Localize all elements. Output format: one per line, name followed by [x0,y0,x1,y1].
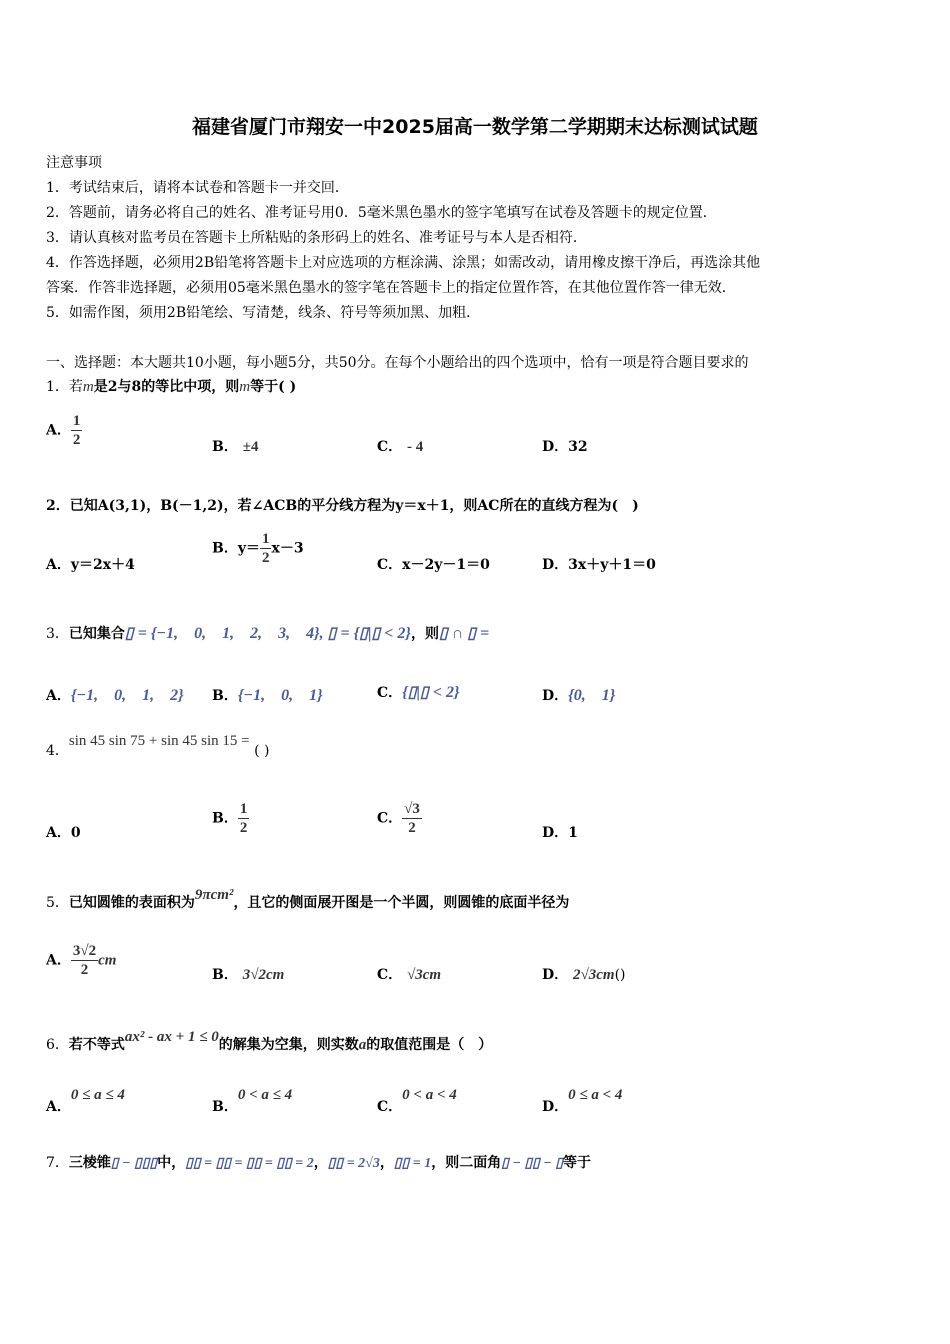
q4-option-d[interactable]: D．1 [542,825,578,841]
question-5: 5．已知圆锥的表面积为9πcm²，且它的侧面展开图是一个半圆，则圆锥的底面半径为 [46,887,570,911]
notice-item-1: 1．考试结束后，请将本试卷和答题卡一并交回． [46,180,349,196]
q3-option-c[interactable]: C．{▯|▯ < 2} [377,684,460,701]
q6-option-d[interactable]: D．0 ≤ a < 4 [542,1087,623,1115]
section-heading: 一、选择题：本大题共10小题，每小题5分，共50分。在每个小题给出的四个选项中，恰有一项是符合题目要求的 [46,355,749,371]
page-title: 福建省厦门市翔安一中2025届高一数学第二学期期末达标测试试题 [192,116,758,138]
q5-option-d[interactable]: D． 2√3cm() [542,967,626,983]
notice-heading: 注意事项 [46,155,102,171]
q5-option-c[interactable]: C． √3cm [377,967,442,983]
q3-option-d[interactable]: D．{0, 1} [542,687,616,704]
question-6: 6．若不等式ax² - ax + 1 ≤ 0的解集为空集，则实数a的取值范围是（ ） [46,1029,493,1053]
question-1: 1．若m是2与8的等比中项，则m等于( ) [46,379,297,395]
q1-option-b[interactable]: B． ±4 [212,439,259,455]
q6-option-b[interactable]: B．0 < a ≤ 4 [212,1087,293,1115]
notice-item-2: 2．答题前，请务必将自己的姓名、准考证号用0．5毫米黑色墨水的签字笔填写在试卷及答题卡的规定位置． [46,205,717,221]
q3-option-a[interactable]: A．{−1, 0, 1, 2} [46,687,184,704]
q6-option-c[interactable]: C．0 < a < 4 [377,1087,457,1115]
q1-option-d[interactable]: D．32 [542,439,588,455]
q2-option-a[interactable]: A．y＝2x＋4 [46,557,135,573]
q2-option-c[interactable]: C．x－2y－1＝0 [377,557,490,573]
notice-item-3: 3．请认真核对监考员在答题卡上所粘贴的条形码上的姓名、准考证号与本人是否相符． [46,230,587,246]
q3-option-b[interactable]: B．{−1, 0, 1} [212,687,323,704]
q4-option-b[interactable]: B． $\frac{1}{2}$ [212,801,248,836]
q4-option-c[interactable]: C． $\frac{√3}{2}$ [377,801,420,836]
q4-option-a[interactable]: A．0 [46,825,81,841]
q5-option-b[interactable]: B． 3√2cm [212,967,285,983]
q1-option-a[interactable]: A． $\frac{1}{2}$ [46,413,81,448]
q2-option-b[interactable]: B．y＝ $\frac{1}{2}$ x－3 [212,531,304,566]
notice-item-5: 5．如需作图，须用2B铅笔绘、写清楚，线条、符号等须加黑、加粗． [46,305,481,321]
question-4: 4．sin 45 sin 75 + sin 45 sin 15 = ( ) [46,733,270,759]
notice-item-4: 4．作答选择题，必须用2B铅笔将答题卡上对应选项的方框涂满、涂黑；如需改动，请用橡皮擦干净后，再选涂其他 [46,255,761,271]
question-3: 3．已知集合▯ = {−1, 0, 1, 2, 3, 4}, ▯ = {▯|▯ < 2}，则▯ ∩ ▯ = [46,625,490,642]
q5-option-a[interactable]: A． $\frac{3√2}{2}$ cm [46,943,117,978]
q1-option-c[interactable]: C． - 4 [377,439,424,455]
question-2: 2．已知A(3,1)，B(－1,2)，若∠ACB的平分线方程为y＝x＋1，则AC所在的直线方程为( ) [46,498,639,514]
q2-option-d[interactable]: D．3x＋y＋1＝0 [542,557,656,573]
notice-item-4-cont: 答案．作答非选择题，必须用05毫米黑色墨水的签字笔在答题卡上的指定位置作答，在其他位置作答一律无效． [46,280,736,296]
question-7: 7．三棱锥▯ − ▯▯▯中，▯▯ = ▯▯ = ▯▯ = ▯▯ = 2，▯▯ = 2√3，▯▯ = 1，则二面角▯ − ▯▯ − ▯等于 [46,1155,592,1171]
q6-option-a[interactable]: A．0 ≤ a ≤ 4 [46,1087,125,1115]
